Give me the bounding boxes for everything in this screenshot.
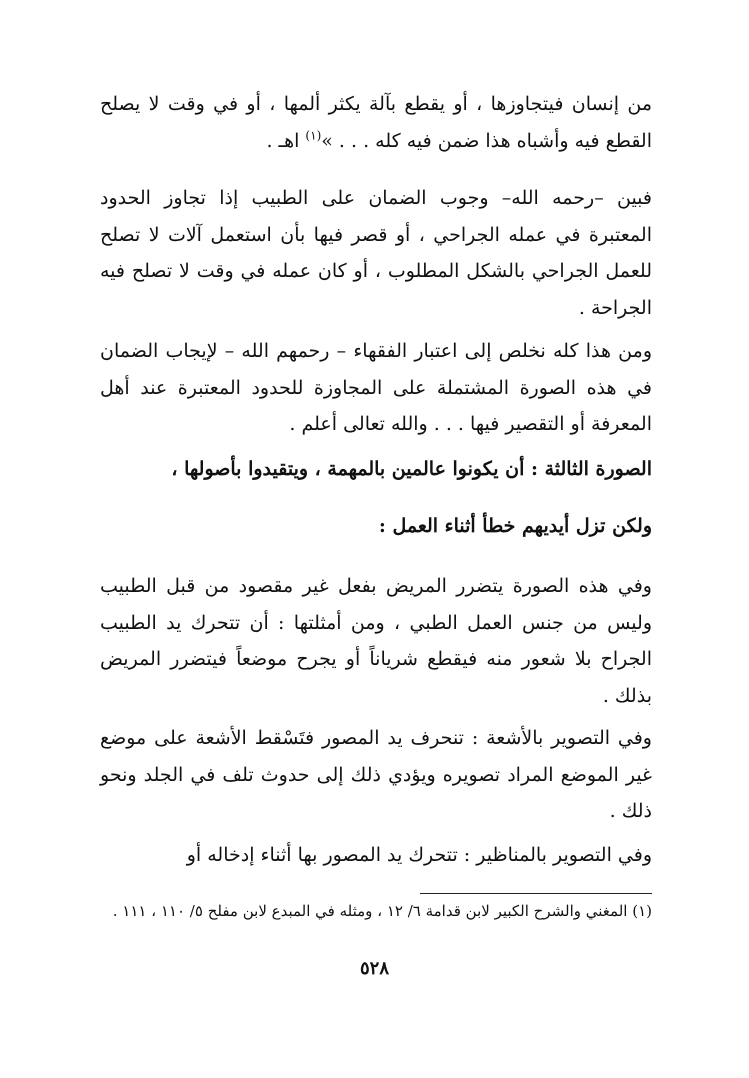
paragraph-5: وفي التصوير بالأشعة : تنحرف يد المصور فتَسْقط الأشعة على موضع غير الموضع المراد تصويره ويؤدي ذلك إلى حدوث تلف في الجلد ونحو ذلك . xyxy=(100,727,652,822)
footnote: (١) المغني والشرح الكبير لابن قدامة ٦/ ١٢ ، ومثله في المبدع لابن مفلح ٥/ ١١٠ ، ١١١ . xyxy=(112,902,652,920)
paragraph-2: فبين –رحمه الله– وجوب الضمان على الطبيب إذا تجاوز الحدود المعتبرة في عمله الجراحي ، أو قصر فيها بأن استعمل آلات لا تصلح للعمل الجراحي بالشكل المطلوب ، أو كان عمله في وقت لا تصلح فيه الجراحة . xyxy=(100,187,652,319)
section-heading-line-1: الصورة الثالثة : أن يكونوا عالمين بالمهمة ، ويتقيدوا بأصولها ، xyxy=(171,458,652,480)
footnote-reference: (١) xyxy=(305,128,322,143)
section-heading-line-2: ولكن تزل أيديهم خطأ أثناء العمل : xyxy=(378,515,652,537)
paragraph-4: وفي هذه الصورة يتضرر المريض بفعل غير مقصود من قبل الطبيب وليس من جنس العمل الطبي ، ومن أمثلتها : أن تتحرك يد الطبيب الجراح بلا شعور منه فيقطع شرياناً أو يجرح موضعاً فيتضرر المريض بذلك . xyxy=(100,575,652,707)
paragraph-1 xyxy=(100,86,652,159)
paragraph-1-end: اهـ . xyxy=(266,129,306,152)
paragraph-6: وفي التصوير بالمناظير : تتحرك يد المصور بها أثناء إدخاله أو xyxy=(186,844,652,866)
footnote-divider xyxy=(420,893,652,894)
paragraph-1-text: من إنسان فيتجاوزها ، أو يقطع بآلة يكثر ألمها ، أو في وقت لا يصلح القطع فيه وأشباه هذا ضمن فيه كله . . . » xyxy=(100,93,652,152)
page-number: ٥٢٨ xyxy=(359,958,389,979)
paragraph-3: ومن هذا كله نخلص إلى اعتبار الفقهاء – رحمهم الله – لإيجاب الضمان في هذه الصورة المشتملة على المجاوزة للحدود المعتبرة عند أهل المعرفة أو التقصير فيها . . . والله تعالى أعلم . xyxy=(100,340,652,435)
